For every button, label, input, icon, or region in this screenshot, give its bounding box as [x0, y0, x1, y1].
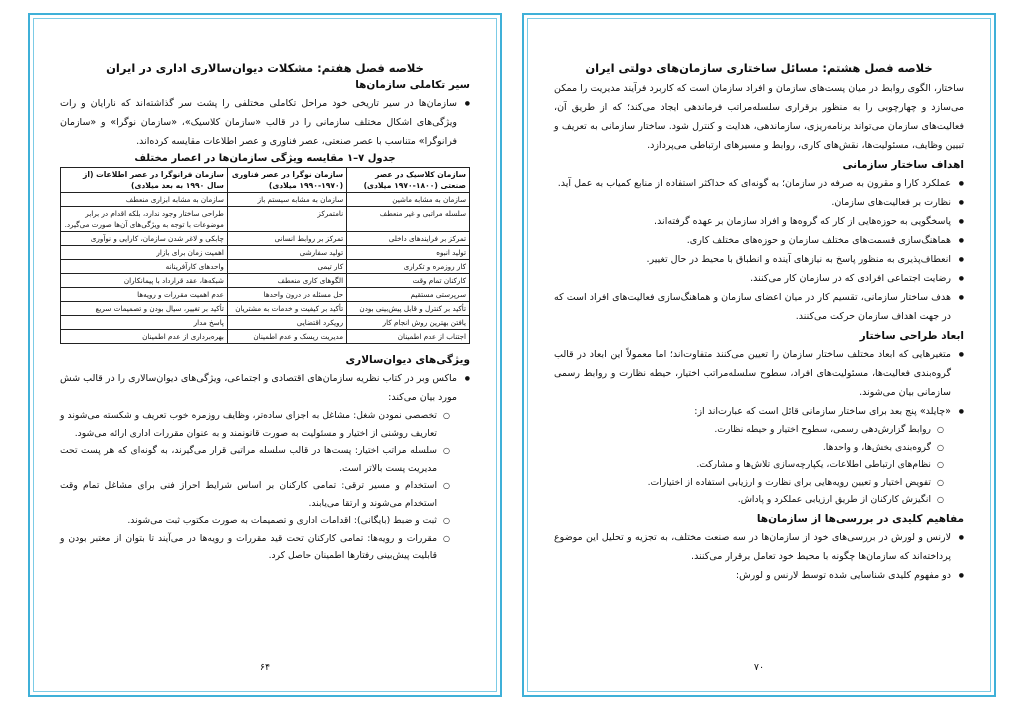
table-cell: سازمان به مشابه ابزاری منعطف	[61, 193, 228, 207]
table-cell: کارکنان تمام وقت	[347, 274, 470, 288]
table-cell: عدم اهمیت مقررات و رویه‌ها	[61, 288, 228, 302]
dimensions-section-title: ابعاد طراحی ساختار	[859, 330, 964, 342]
table-cell: تولید سفارشی	[227, 246, 346, 260]
table-cell: نامتمرکز	[227, 207, 346, 232]
table-row	[61, 260, 470, 274]
evolution-section-title: سیر تکاملی سازمان‌ها	[355, 79, 470, 91]
list-item: ● انعطاف‌پذیری به منظور پاسخ به نیازهای آینده و انطباق با محیط در حال تغییر.	[554, 250, 964, 269]
chapter-7-title: خلاصه فصل هفتم: مشکلات دیوان‌سالاری اداری در ایران	[106, 61, 424, 75]
table-cell: کار تیمی	[227, 260, 346, 274]
list-item: ● پاسخگویی به حوزه‌هایی از کار که گروه‌ها و افراد سازمان بر عهده گرفته‌اند.	[554, 212, 964, 231]
left-page	[28, 13, 502, 697]
header-classic: سازمان کلاسیک در عصر صنعتی (۱۸۰۰-۱۹۷۰ میلادی)	[347, 168, 470, 193]
list-item: ○ تفویض اختیار و تعیین رویه‌هایی برای نظارت و ارزیابی استفاده از اختیارات.	[554, 474, 944, 492]
evolution-bullet: ● سازمان‌ها در سیر تاریخی خود مراحل تکاملی مختلفی را پشت سر گذاشته‌اند که نارایان و رات ویژگی‌های اشکال مختلف سازمانی را در قالب «سازمان کلاسیک»، «سازمان نوگرا» و «سازمان فرانوگرا» متناسب با عصر صنعتی، عصر فناوری و عصر اطلاعات مقایسه کرده‌اند.	[60, 94, 470, 151]
table-cell: یافتن بهترین روش انجام کار	[347, 316, 470, 330]
comparison-table	[60, 167, 470, 344]
child-dimensions-bullet: ● «چایلد» پنج بعد برای ساختار سازمانی قائل است که عبارت‌اند از:	[554, 402, 964, 421]
table-cell: طراحی ساختار وجود ندارد، بلکه اقدام در برابر موضوعات با توجه به ویژگی‌های آن‌ها صورت می‌گیرد.	[61, 207, 228, 232]
bureaucracy-section-title: ویژگی‌های دیوان‌سالاری	[345, 354, 470, 366]
table-row	[61, 288, 470, 302]
page-number: ۷۰	[753, 662, 765, 673]
table-row	[61, 274, 470, 288]
child-dimensions-list	[554, 421, 964, 509]
list-item: ○ روابط گزارش‌دهی رسمی، سطوح اختیار و حیطه نظارت.	[554, 421, 944, 439]
table-row	[61, 302, 470, 316]
table-header-row	[61, 168, 470, 193]
list-item: ○ تخصصی نمودن شغل: مشاغل به اجزای ساده‌تر، وظایف روزمره خوب تعریف و شکسته می‌شوند و تعاریف روشنی از اختیار و مسئولیت به صورت قانونمند و به عنوان مقررات اداری ارائه می‌شود.	[60, 407, 450, 442]
table-cell: بهره‌برداری از عدم اطمینان	[61, 330, 228, 344]
evolution-list	[60, 94, 470, 151]
list-item: ○ استخدام و مسیر ترقی: تمامی کارکنان بر اساس شرایط احراز فنی برای مشاغل تمام وقت استخدام می‌شوند و ارتقا می‌یابند.	[60, 477, 450, 512]
table-cell: سلسله مراتبی و غیر منعطف	[347, 207, 470, 232]
table-cell: سرپرستی مستقیم	[347, 288, 470, 302]
list-item: ○ نظام‌های ارتباطی اطلاعات، یکپارچه‌سازی تلاش‌ها و مشارکت.	[554, 456, 944, 474]
page-number: ۶۴	[259, 662, 271, 673]
table-row	[61, 246, 470, 260]
list-item: ● نظارت بر فعالیت‌های سازمان.	[554, 193, 964, 212]
key-concepts-list	[554, 528, 964, 585]
table-cell: واحدهای کارآفرینانه	[61, 260, 228, 274]
right-page	[522, 13, 996, 697]
right-page-content	[527, 18, 991, 692]
table-cell: کار روزمره و تکراری	[347, 260, 470, 274]
goals-section-title: اهداف ساختار سازمانی	[842, 159, 964, 171]
table-cell: اهمیت زمان برای بازار	[61, 246, 228, 260]
table-cell: الگوهای کاری منعطف	[227, 274, 346, 288]
list-item: ● لارنس و لورش در بررسی‌های خود از سازمان‌ها در سه صنعت مختلف، به تجزیه و تحلیل این موضوع پرداخته‌اند که سازمان‌ها چگونه با محیط خود تعامل برقرار می‌کنند.	[554, 528, 964, 566]
table-row	[61, 330, 470, 344]
table-row	[61, 207, 470, 232]
header-modern: سازمان نوگرا در عصر فناوری (۱۹۷۰-۱۹۹۰ میلادی)	[227, 168, 346, 193]
list-item: ● دو مفهوم کلیدی شناسایی شده توسط لارنس و لورش:	[554, 566, 964, 585]
table-cell: تأکید بر تغییر، سیال بودن و تصمیمات سریع	[61, 302, 228, 316]
table-cell: تمرکز بر روابط انسانی	[227, 232, 346, 246]
header-postmodern: سازمان فرانوگرا در عصر اطلاعات (از سال ۱۹۹۰ به بعد میلادی)	[61, 168, 228, 193]
table-cell: چابکی و لاغر شدن سازمان، کارایی و نوآوری	[61, 232, 228, 246]
structure-intro: ساختار، الگوی روابط در میان پست‌های سازمان و افراد سازمان است که کاربرد فرآیند مدیریت را ممکن می‌سازد و چهارچوبی را به منظور برقراری سلسله‌مراتب فرماندهی ایجاد می‌کند؛ که از طریق آن، فعالیت‌های سازمان می‌تواند برنامه‌ریزی، سازماندهی، هدایت و کنترل شود. ساختار سازمانی به تعریف و تبیین وظایف، مسئولیت‌ها، نقش‌های کاری، روابط و مسیرهای ارتباطی می‌پردازد.	[554, 83, 964, 151]
table-title: جدول ۷–۱ مقایسه ویژگی سازمان‌ها در اعصار مختلف	[134, 153, 396, 164]
table-cell: شبکه‌ها، عقد قرارداد با پیمانکاران	[61, 274, 228, 288]
list-item: ● هماهنگ‌سازی قسمت‌های مختلف سازمان و حوزه‌های مختلف کاری.	[554, 231, 964, 250]
key-concepts-section-title: مفاهیم کلیدی در بررسی‌ها از سازمان‌ها	[756, 512, 964, 525]
table-cell: سازمان به مشابه ماشین	[347, 193, 470, 207]
table-cell: تأکید بر کیفیت و خدمات به مشتریان	[227, 302, 346, 316]
table-cell: تمرکز بر فرایندهای داخلی	[347, 232, 470, 246]
list-item: ○ انگیزش کارکنان از طریق ارزیابی عملکرد و پاداش.	[554, 491, 944, 509]
dimensions-bullet: ● متغیرهایی که ابعاد مختلف ساختار سازمان را تعیین می‌کنند متفاوت‌اند؛ اما معمولاً این ابعاد در قالب گروه‌بندی فعالیت‌ها، مسئولیت‌های افراد، سطوح سلسله‌مراتب اختیار، حیطه نظارت و روابط رسمی سازمانی بیان می‌شوند.	[554, 345, 964, 402]
goals-list	[554, 174, 964, 326]
left-page-content	[33, 18, 497, 692]
list-item: ● عملکرد کارا و مقرون به صرفه در سازمان؛ به گونه‌ای که حداکثر استفاده از منابع کمیاب به عمل آید.	[554, 174, 964, 193]
table-cell: اجتناب از عدم اطمینان	[347, 330, 470, 344]
list-item: ● هدف ساختار سازمانی، تقسیم کار در میان اعضای سازمان و هماهنگ‌سازی فعالیت‌های افراد است که در جهت اهداف سازمان حرکت می‌کنند.	[554, 288, 964, 326]
list-item: ● رضایت اجتماعی افرادی که در سازمان کار می‌کنند.	[554, 269, 964, 288]
table-cell: سازمان به مشابه سیستم باز	[227, 193, 346, 207]
list-item: ○ گروه‌بندی بخش‌ها، و واحدها.	[554, 439, 944, 457]
table-row	[61, 316, 470, 330]
table-row	[61, 193, 470, 207]
table-cell: پاسخ مدار	[61, 316, 228, 330]
dimensions-list	[554, 345, 964, 421]
chapter-8-title: خلاصه فصل هشتم: مسائل ساختاری سازمان‌های دولتی ایران	[585, 61, 933, 75]
table-cell: مدیریت ریسک و عدم اطمینان	[227, 330, 346, 344]
weber-features-list	[60, 407, 470, 565]
table-row	[61, 232, 470, 246]
table-cell: تولید انبوه	[347, 246, 470, 260]
table-cell: حل مسئله در درون واحدها	[227, 288, 346, 302]
list-item: ○ سلسله مراتب اختیار: پست‌ها در قالب سلسله مراتبی قرار می‌گیرند، به گونه‌ای که هر پست تحت مدیریت پست بالاتر است.	[60, 442, 450, 477]
table-cell: تأکید بر کنترل و قابل پیش‌بینی بودن	[347, 302, 470, 316]
list-item: ○ ثبت و ضبط (بایگانی): اقدامات اداری و تصمیمات به صورت مکتوب ثبت می‌شوند.	[60, 512, 450, 530]
bureaucracy-bullet: ● ماکس وبر در کتاب نظریه سازمان‌های اقتصادی و اجتماعی، ویژگی‌های دیوان‌سالاری را در قالب شش مورد بیان می‌کند:	[60, 369, 470, 407]
table-cell: رویکرد اقتضایی	[227, 316, 346, 330]
list-item: ○ مقررات و رویه‌ها: تمامی کارکنان تحت قید مقررات و رویه‌ها در می‌آیند تا بتوان از معتبر بودن و قابلیت پیش‌بینی رفتارها اطمینان حاصل کرد.	[60, 530, 450, 565]
bureaucracy-list	[60, 369, 470, 407]
